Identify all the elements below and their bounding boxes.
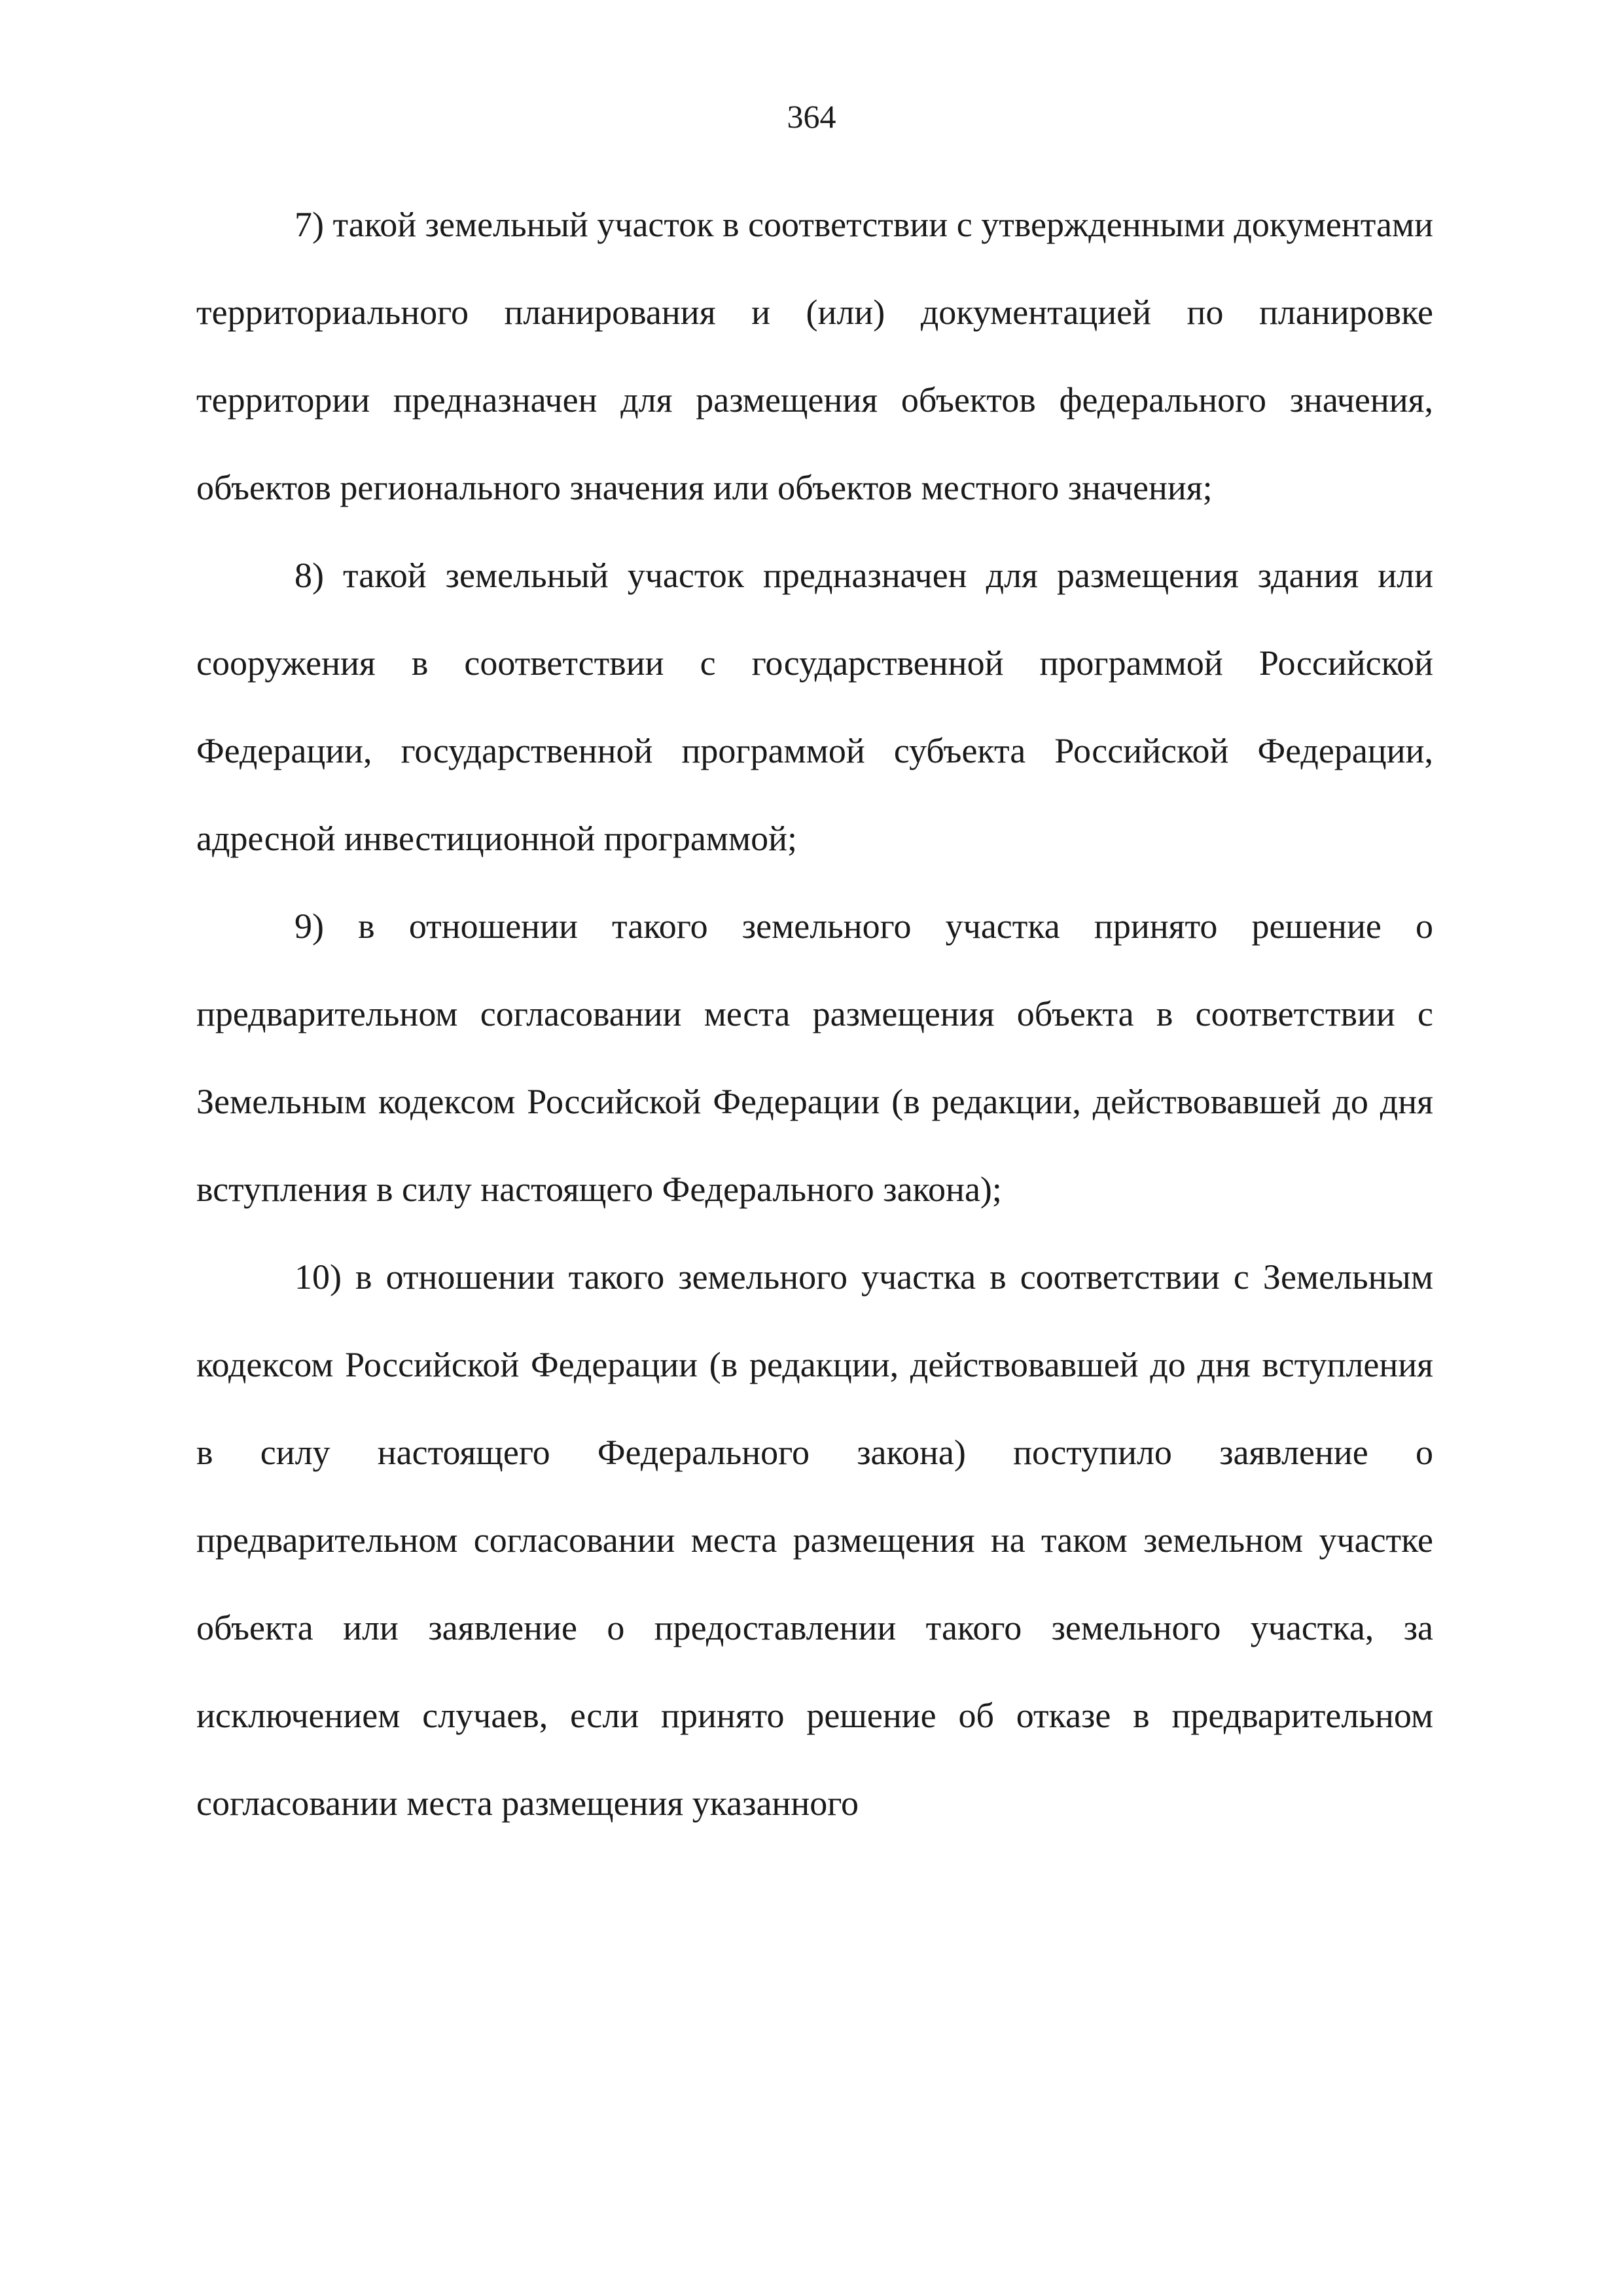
list-item-7: 7) такой земельный участок в соответствии с утвержденными документами территориального планирования и (или) документацией по планировке территории предназначен для размещения объектов федерального значения, объектов регионального значения или объектов местного значения;: [196, 205, 1433, 507]
document-body: [196, 181, 1433, 1847]
list-item-10: 10) в отношении такого земельного участка в соответствии с Земельным кодексом Российской Федерации (в редакции, действовавшей до дня вступления в силу настоящего Федерального закона) поступило заявление о предварительном согласовании места размещения на таком земельном участке объекта или заявление о предоставлении такого земельного участка, за исключением случаев, если принято решение об отказе в предварительном согласовании места размещения указанного: [196, 1257, 1433, 1823]
list-item-9: 9) в отношении такого земельного участка принято решение о предварительном согласовании места размещения объекта в соответствии с Земельным кодексом Российской Федерации (в редакции, действовавшей до дня вступления в силу настоящего Федерального закона);: [196, 906, 1433, 1209]
page-number: 364: [787, 98, 836, 135]
list-item-8: 8) такой земельный участок предназначен для размещения здания или сооружения в соответствии с государственной программой Российской Федерации, государственной программой субъекта Российской Федерации, адресной инвестиционной программой;: [196, 556, 1433, 858]
